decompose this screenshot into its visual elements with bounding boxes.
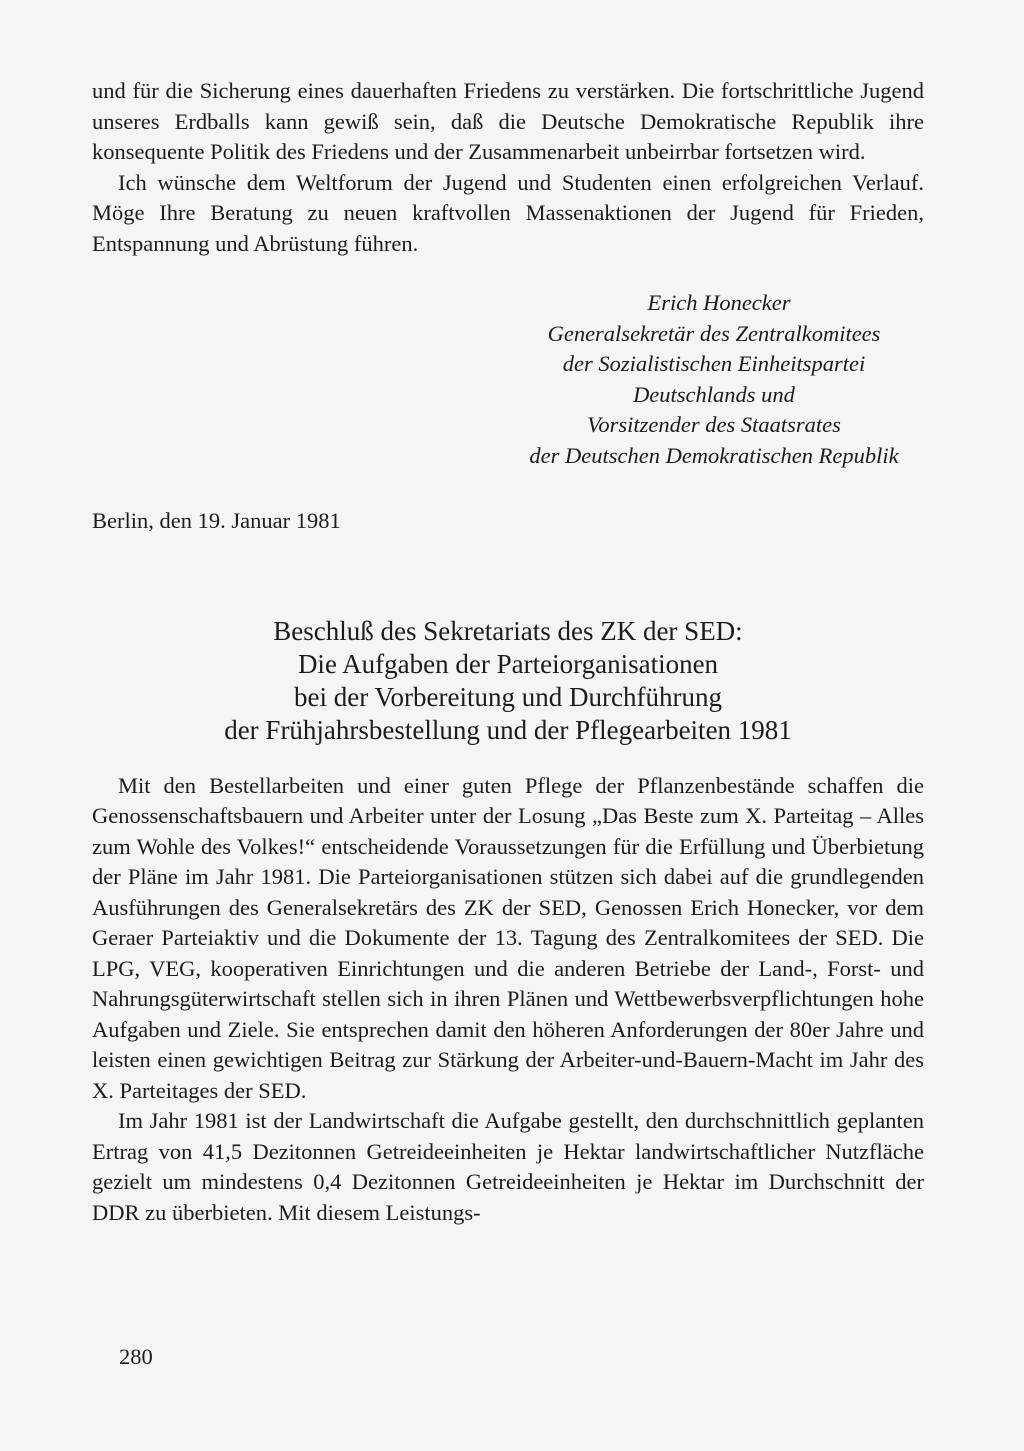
letter-paragraph-2: Ich wünsche dem Weltforum der Jugend und Studenten einen erfolgreichen Verlauf. Möge Ihre Beratung zu neuen kraftvollen Massenaktionen der Jugend für Frieden, Entspannung und Abrüstung führen. xyxy=(92,169,924,256)
title-line: der Frühjahrsbestellung und der Pflegearbeiten 1981 xyxy=(224,714,792,745)
page-content xyxy=(92,76,924,1228)
signature-title-line: Vorsitzender des Staatsrates xyxy=(587,412,841,437)
signature-title-line: Deutschlands und xyxy=(633,381,795,407)
title-line: Die Aufgaben der Parteiorganisationen xyxy=(297,648,719,679)
resolution-title xyxy=(92,615,924,747)
signature-block xyxy=(92,288,924,471)
place-date: Berlin, den 19. Januar 1981 xyxy=(92,508,341,533)
title-line: Beschluß des Sekretariats des ZK der SED: xyxy=(273,615,743,646)
title-line: bei der Vorbereitung und Durchführung xyxy=(294,681,722,712)
signature-title-line: Generalsekretär des Zentralkomitees xyxy=(547,320,881,346)
resolution-paragraph-1: Mit den Bestellarbeiten und einer guten Pflege der Pflanzenbestände schaffen die Genossenschaftsbauern und Arbeiter unter der Losung „Das Beste zum X. Parteitag – Alles zum Wohle des Volkes!“ entscheidende Voraussetzungen für die Erfüllung und Überbietung der Pläne im Jahr 1981. Die Parteiorganisationen stützen sich dabei auf die grundlegenden Ausführungen des Generalsekretärs des ZK der SED, Genossen Erich Honecker, vor dem Geraer Parteiaktiv und die Dokumente der 13. Tagung des Zentralkomitees der SED. Die LPG, VEG, kooperativen Einrichtungen und die anderen Betriebe der Land-, Forst- und Nahrungsgüterwirtschaft stellen sich in ihren Plänen und Wettbewerbsverpflichtungen hohe Aufgaben und Ziele. Sie entsprechen damit den höheren Anforderungen der 80er Jahre und leisten einen gewichtigen Beitrag zur Stärkung der Arbeiter-und-Bauern-Macht im Jahr des X. Parteitages der SED. xyxy=(92,772,924,1103)
signature-title-line: der Deutschen Demokratischen Republik xyxy=(529,442,899,468)
signature-title-line: der Sozialistischen Einheitspartei xyxy=(562,351,866,376)
page-number: 280 xyxy=(119,1344,153,1369)
resolution-body xyxy=(92,771,924,1229)
resolution-paragraph-2: Im Jahr 1981 ist der Landwirtschaft die Aufgabe gestellt, den durchschnittlich geplanten Ertrag von 41,5 Dezitonnen Getreideeinheiten je Hektar landwirtschaftlicher Nutzfläche gezielt um mindestens 0,4 Dezitonnen Getreideeinheiten je Hektar im Durchschnitt der DDR zu überbieten. Mit diesem Leistungs- xyxy=(92,1108,924,1225)
signature-name: Erich Honecker xyxy=(647,290,791,315)
letter-paragraph-1: und für die Sicherung eines dauerhaften Friedens zu verstärken. Die fortschrittliche Jugend unseres Erdballs kann gewiß sein, daß die Deutsche Demokratische Republik ihre konsequente Politik des Friedens und der Zusammenarbeit unbeirrbar fortsetzen wird. xyxy=(92,78,924,164)
